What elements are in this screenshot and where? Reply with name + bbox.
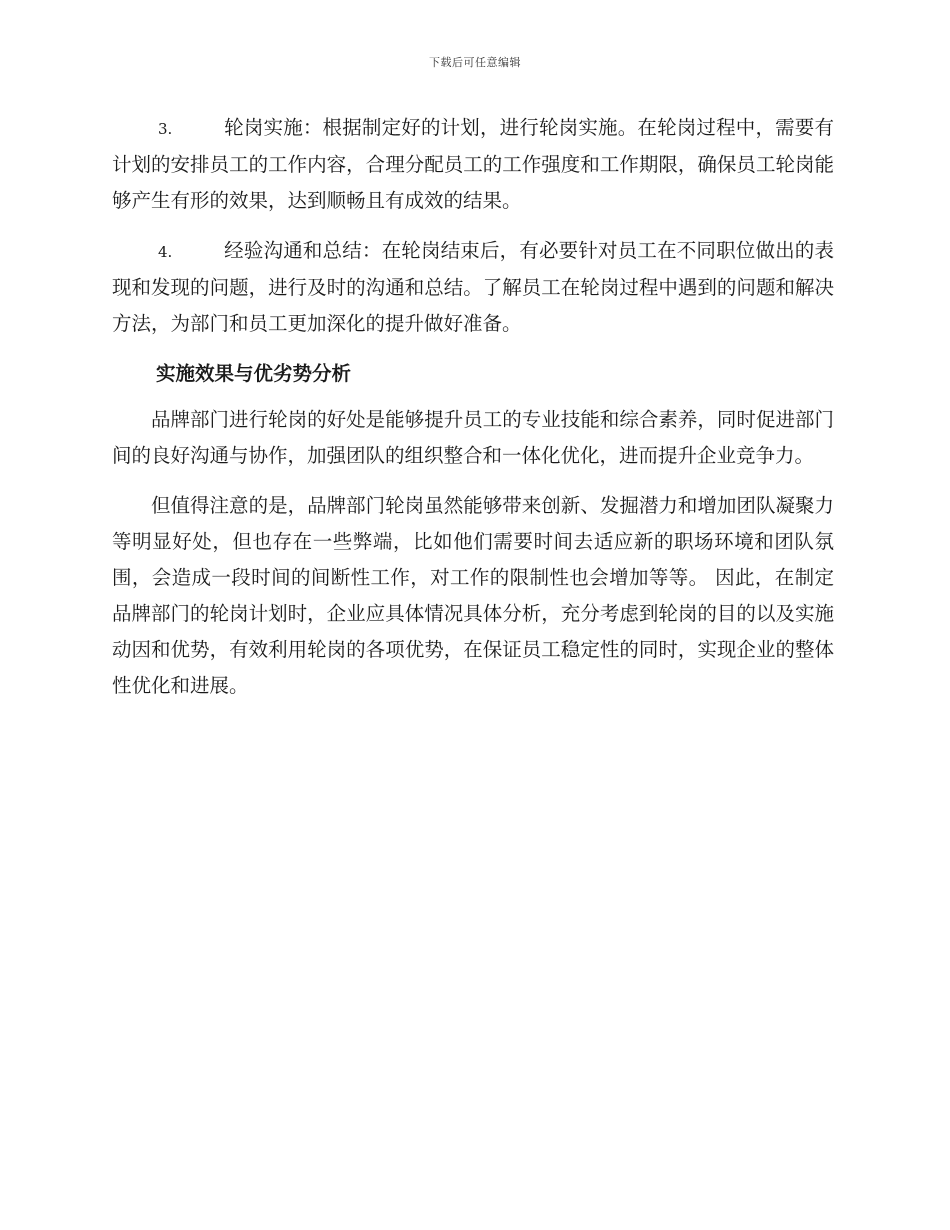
paragraph-drawbacks: 但值得注意的是，品牌部门轮岗虽然能够带来创新、发掘潜力和增加团队凝聚力等明显好处，但也存在一些弊端，比如他们需要时间去适应新的职场环境和团队氛围，会造成一段时间的间断性工作，对工作的限制性也会增加等等。 因此，在制定品牌部门的轮岗计划时，企业应具体情况具体分析，充分考虑到轮岗的目的以及实施动因和优势，有效利用轮岗的各项优势，在保证员工稳定性的同时，实现企业的整体性优化和进展。 [112,494,834,697]
paragraph-benefits: 品牌部门进行轮岗的好处是能够提升员工的专业技能和综合素养，同时促进部门间的良好沟通与协作，加强团队的组织整合和一体化优化，进而提升企业竞争力。 [112,408,834,467]
list-item-text: 经验沟通和总结：在轮岗结束后，有必要针对员工在不同职位做出的表现和发现的问题，进行及时的沟通和总结。了解员工在轮岗过程中遇到的问题和解决方法，为部门和员工更加深化的提升做好准备。 [112,239,834,335]
page-header: 下载后可任意编辑 [429,56,521,69]
list-number: 4. [158,243,173,261]
list-item-text: 轮岗实施：根据制定好的计划，进行轮岗实施。在轮岗过程中，需要有计划的安排员工的工作内容，合理分配员工的工作强度和工作期限，确保员工轮岗能够产生有形的效果，达到顺畅且有成效的结果。 [112,116,834,212]
document-body [112,110,834,718]
list-number: 3. [158,120,173,138]
section-heading: 实施效果与优劣势分析 [156,362,352,385]
list-item-3 [112,110,834,219]
list-item-4 [112,233,834,342]
